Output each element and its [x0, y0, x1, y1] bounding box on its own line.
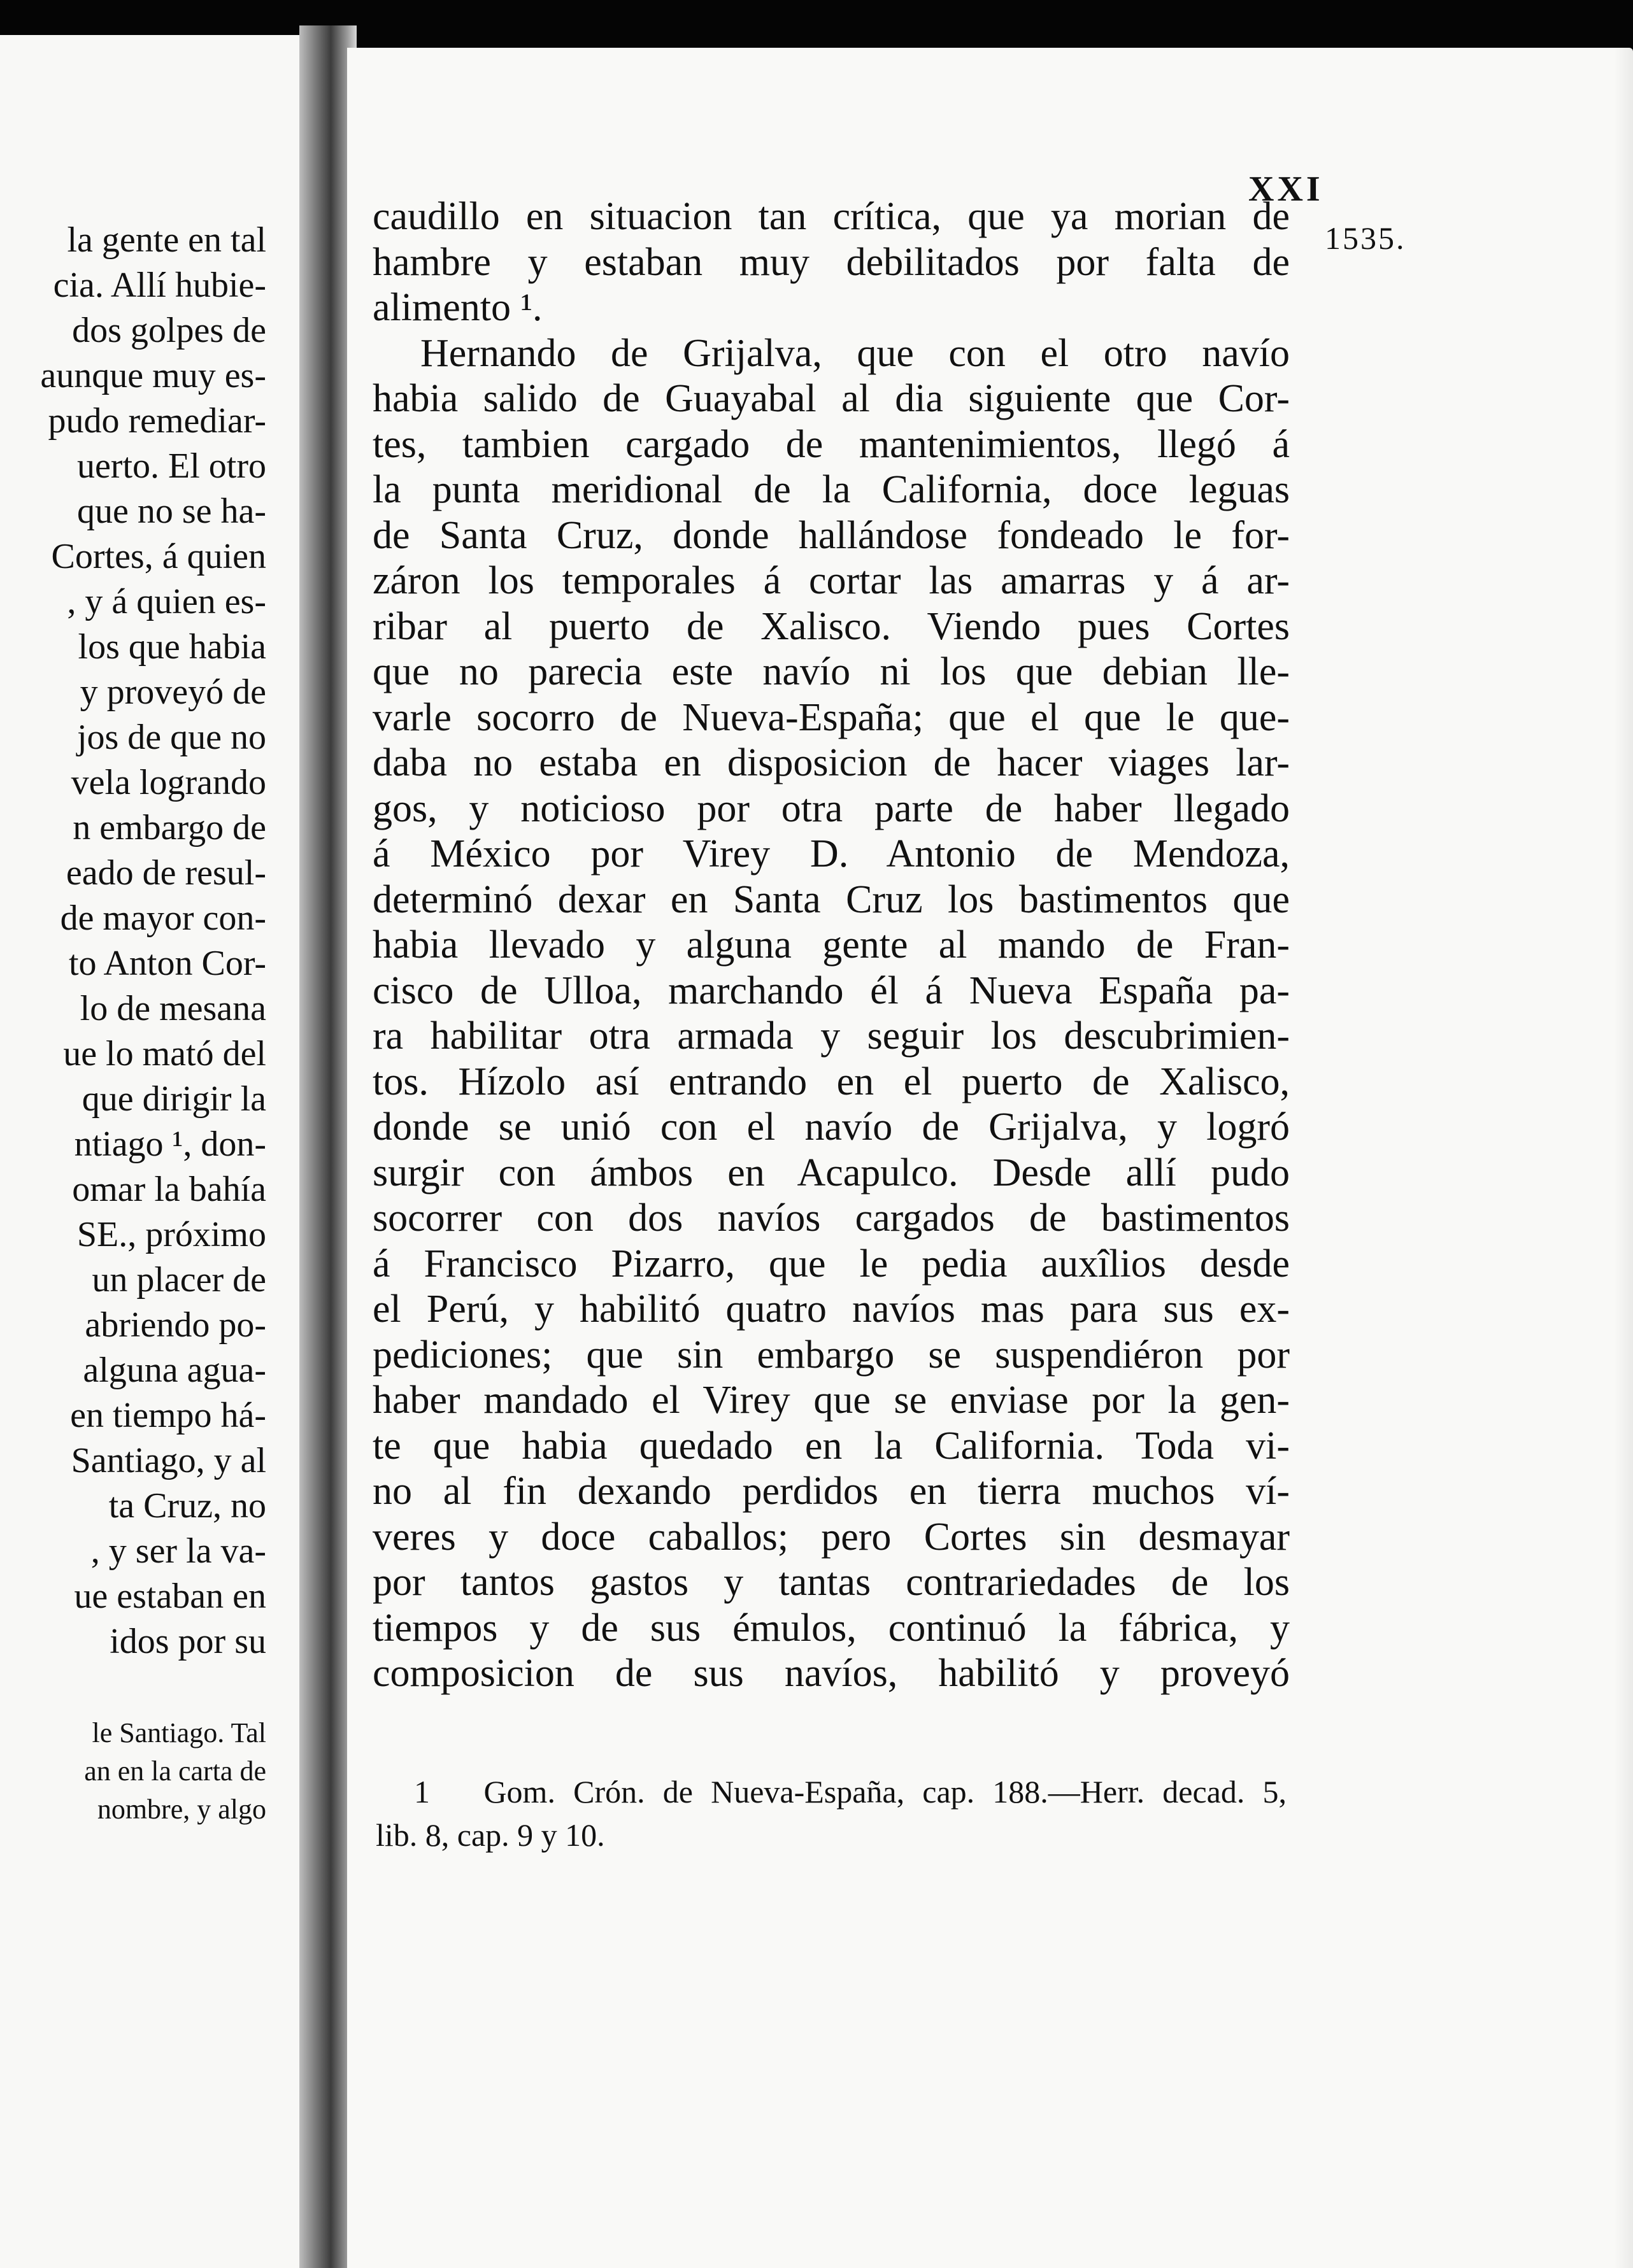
text-line: caudillo en situacion tan crítica, que ya morian de	[373, 195, 1290, 238]
text-line: daba no estaba en disposicion de hacer viages lar-	[373, 741, 1290, 784]
text-line: tes, tambien cargado de mantenimientos, llegó á	[373, 422, 1290, 466]
footnote-line	[376, 1770, 1287, 1813]
text-line: veres y doce caballos; pero Cortes sin desmayar	[373, 1515, 1290, 1559]
text-line: socorrer con dos navíos cargados de bastimentos	[373, 1196, 1290, 1240]
left-line: pudo remediar-	[48, 401, 266, 441]
left-line: que dirigir la	[82, 1079, 266, 1119]
left-line: idos por su	[110, 1622, 266, 1661]
text-line: donde se unió con el navío de Grijalva, y logró	[373, 1105, 1290, 1149]
footnote-line: lib. 8, cap. 9 y 10.	[376, 1817, 605, 1853]
left-page-notes	[0, 1714, 266, 1829]
footnote-text: Gom. Crón. de Nueva-España, cap. 188.—Herr. decad. 5,	[483, 1774, 1287, 1810]
text-line: la punta meridional de la California, doce leguas	[373, 468, 1290, 511]
text-line: te que habia quedado en la California. Toda vi-	[373, 1424, 1290, 1468]
left-line: la gente en tal	[67, 220, 266, 260]
text-line: pediciones; que sin embargo se suspendiéron por	[373, 1333, 1290, 1377]
left-line: alguna agua-	[83, 1350, 266, 1390]
left-line: cia. Allí hubie-	[53, 266, 266, 305]
left-line: los que habia	[78, 627, 266, 667]
margin-year: 1535.	[1325, 220, 1406, 256]
left-line: , y á quien es-	[67, 582, 266, 621]
left-note-line: nombre, y algo	[97, 1794, 266, 1825]
text-line: composicion de sus navíos, habilitó y proveyó	[373, 1652, 1290, 1695]
left-line: ntiago ¹, don-	[74, 1124, 266, 1164]
text-line: determinó dexar en Santa Cruz los bastimentos que	[373, 877, 1290, 921]
left-page-text	[0, 218, 266, 1664]
text-line: Hernando de Grijalva, que con el otro navío	[420, 331, 1290, 375]
left-line: que no se ha-	[76, 492, 266, 531]
left-line: ue estaban en	[74, 1577, 266, 1616]
left-line: y proveyó de	[80, 672, 266, 712]
text-line: alimento ¹.	[373, 286, 543, 329]
text-line: de Santa Cruz, donde hallándose fondeado le for-	[373, 513, 1290, 557]
left-note-line: le Santiago. Tal	[92, 1717, 266, 1748]
left-line: un placer de	[92, 1260, 266, 1300]
left-line: abriendo po-	[85, 1305, 266, 1345]
text-line: ribar al puerto de Xalisco. Viendo pues Cortes	[373, 604, 1290, 648]
left-line: omar la bahía	[72, 1170, 266, 1209]
left-line: ue lo mató del	[63, 1034, 266, 1074]
left-line: Cortes, á quien	[51, 537, 266, 576]
left-line: dos golpes de	[72, 311, 266, 350]
left-line: ta Cruz, no	[108, 1486, 266, 1526]
text-line: no al fin dexando perdidos en tierra muchos ví-	[373, 1470, 1290, 1513]
text-line: á Francisco Pizarro, que le pedia auxîlios desde	[373, 1242, 1290, 1286]
left-line: Santiago, y al	[71, 1441, 266, 1480]
text-line: que no parecia este navío ni los que debian lle-	[373, 650, 1290, 693]
left-line: to Anton Cor-	[69, 944, 266, 983]
text-line: habia salido de Guayabal al dia siguiente que Cor-	[373, 377, 1290, 420]
text-line: surgir con ámbos en Acapulco. Desde allí pudo	[373, 1151, 1290, 1194]
text-line: gos, y noticioso por otra parte de haber llegado	[373, 786, 1290, 830]
text-line: ra habilitar otra armada y seguir los descubrimien-	[373, 1014, 1290, 1058]
left-line: lo de mesana	[80, 989, 266, 1028]
text-line: haber mandado el Virey que se enviase por la gen-	[373, 1379, 1290, 1422]
footnotes	[376, 1770, 1287, 1857]
text-line: á México por Virey D. Antonio de Mendoza,	[373, 832, 1290, 875]
text-line: tos. Hízolo así entrando en el puerto de Xalisco,	[373, 1060, 1290, 1103]
text-line: el Perú, y habilitó quatro navíos mas para sus ex-	[373, 1287, 1290, 1331]
left-line: jos de que no	[76, 718, 266, 757]
left-line: de mayor con-	[60, 898, 266, 938]
left-line: uerto. El otro	[76, 446, 266, 486]
left-line: vela logrando	[71, 763, 266, 802]
text-line: por tantos gastos y tantas contrariedades de los	[373, 1561, 1290, 1604]
left-line: n embargo de	[73, 808, 266, 847]
text-line: cisco de Ulloa, marchando él á Nueva España pa-	[373, 968, 1290, 1012]
text-line: habia llevado y alguna gente al mando de Fran-	[373, 923, 1290, 967]
page-number: XXI	[1248, 169, 1323, 209]
left-line: , y ser la va-	[90, 1531, 266, 1571]
text-line: varle socorro de Nueva-España; que el que le que-	[373, 695, 1290, 739]
text-line: tiempos y de sus émulos, continuó la fábrica, y	[373, 1606, 1290, 1650]
text-line: hambre y estaban muy debilitados por falta de	[373, 240, 1290, 284]
left-page	[0, 35, 312, 2268]
left-line: eado de resul-	[66, 853, 266, 893]
left-line: aunque muy es-	[40, 356, 266, 395]
left-line: SE., próximo	[76, 1215, 266, 1254]
main-text	[373, 194, 1290, 1697]
left-line: en tiempo há-	[70, 1396, 266, 1435]
footnote-number: 1	[414, 1774, 430, 1810]
left-note-line: an en la carta de	[84, 1755, 266, 1787]
text-line: záron los temporales á cortar las amarras y á ar-	[373, 559, 1290, 602]
